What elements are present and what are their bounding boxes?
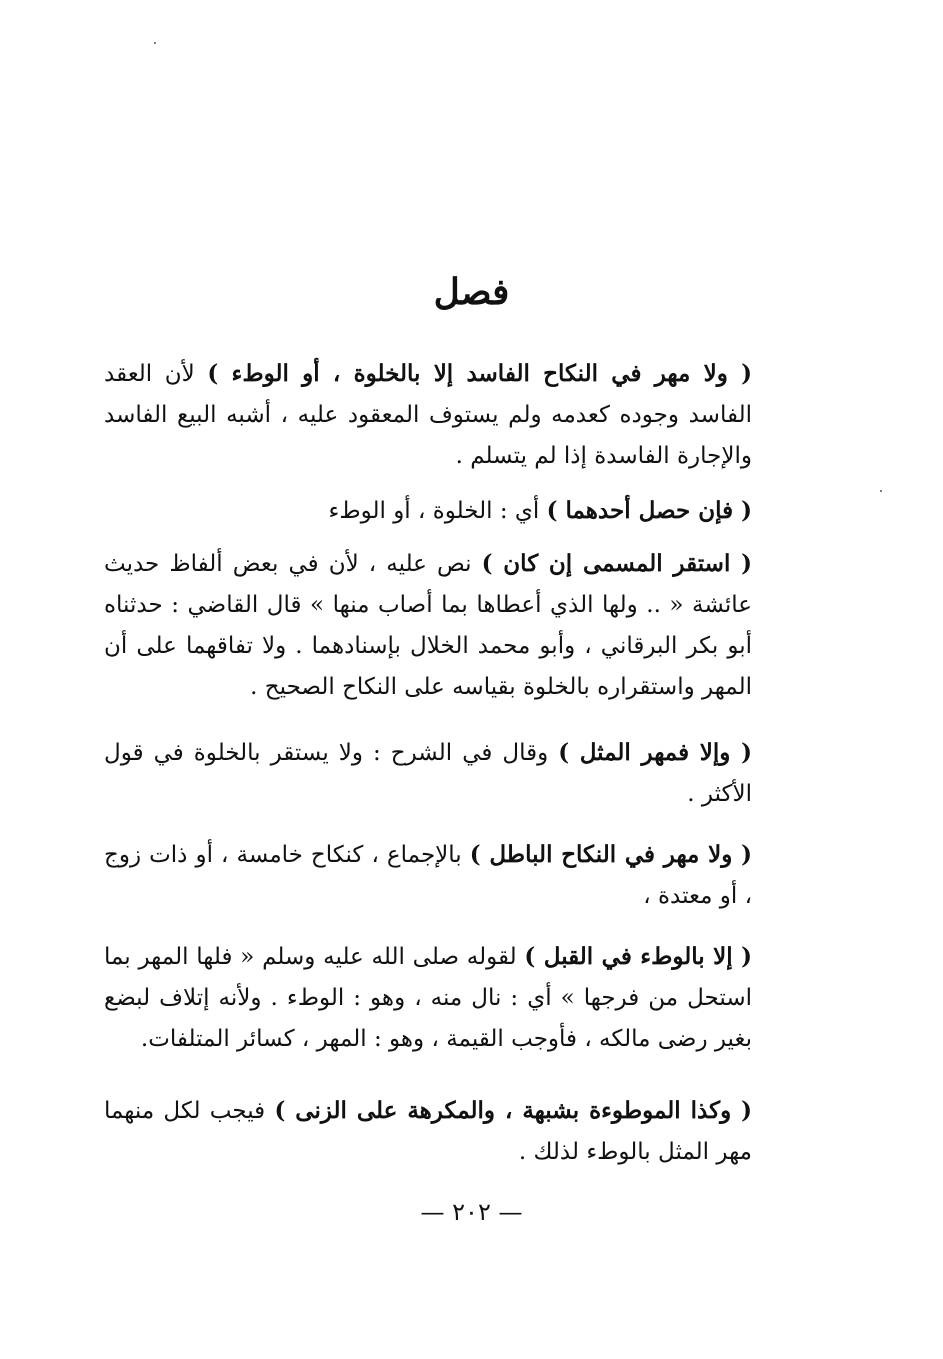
matn-text: ( ولا مهر في النكاح الفاسد إلا بالخلوة ، أو الوطء ) xyxy=(207,360,752,387)
commentary-text: لقوله صلى الله عليه وسلم « فلها المهر بما استحل من فرجها » أي : نال منه ، وهو : الوطء . ولأنه إتلاف لبضع بغير رضى مالكه ، فأوجب القيمة ، وهو : المهر ، كسائر المتلفات. xyxy=(104,944,752,1052)
paragraph-5 xyxy=(104,834,752,917)
scan-speck xyxy=(154,42,156,44)
commentary-text: بالإجماع ، كنكاح خامسة ، أو ذات زوج ، أو معتدة ، xyxy=(104,842,752,909)
paragraph-3 xyxy=(104,543,752,708)
paragraph-2 xyxy=(104,490,752,532)
matn-text: ( وكذا الموطوءة بشبهة ، والمكرهة على الزنى ) xyxy=(274,1097,753,1124)
matn-text: ( استقر المسمى إن كان ) xyxy=(481,550,752,577)
commentary-text: أي : الخلوة ، أو الوطء xyxy=(328,498,547,524)
paragraph-7 xyxy=(104,1090,752,1173)
matn-text: ( إلا بالوطء في القبل ) xyxy=(524,943,753,970)
page-number: — ٢٠٢ — xyxy=(420,1198,523,1226)
matn-text: ( فإن حصل أحدهما ) xyxy=(546,497,752,524)
matn-text: ( ولا مهر في النكاح الباطل ) xyxy=(469,841,752,868)
commentary-text: لأن العقد الفاسد وجوده كعدمه ولم يستوف المعقود عليه ، أشبه البيع الفاسد والإجارة الفاسدة إذا لم يتسلم . xyxy=(104,361,752,469)
matn-text: ( وإلا فمهر المثل ) xyxy=(558,739,752,766)
paragraph-4 xyxy=(104,732,752,815)
paragraph-1 xyxy=(104,353,752,477)
section-title: فصل xyxy=(433,271,510,313)
paragraph-6 xyxy=(104,936,752,1060)
commentary-text: نص عليه ، لأن في بعض ألفاظ حديث عائشة « .. ولها الذي أعطاها بما أصاب منها » قال القاضي : حدثناه أبو بكر البرقاني ، وأبو محمد الخلال بإسنادهما . ولا تفاقهما على أن المهر واستقراره بالخلوة بقياسه على النكاح الصحيح . xyxy=(104,551,752,700)
scan-speck xyxy=(880,490,882,492)
commentary-text: وقال في الشرح : ولا يستقر بالخلوة في قول الأكثر . xyxy=(104,740,752,807)
commentary-text: فيجب لكل منهما مهر المثل بالوطء لذلك . xyxy=(104,1098,752,1165)
